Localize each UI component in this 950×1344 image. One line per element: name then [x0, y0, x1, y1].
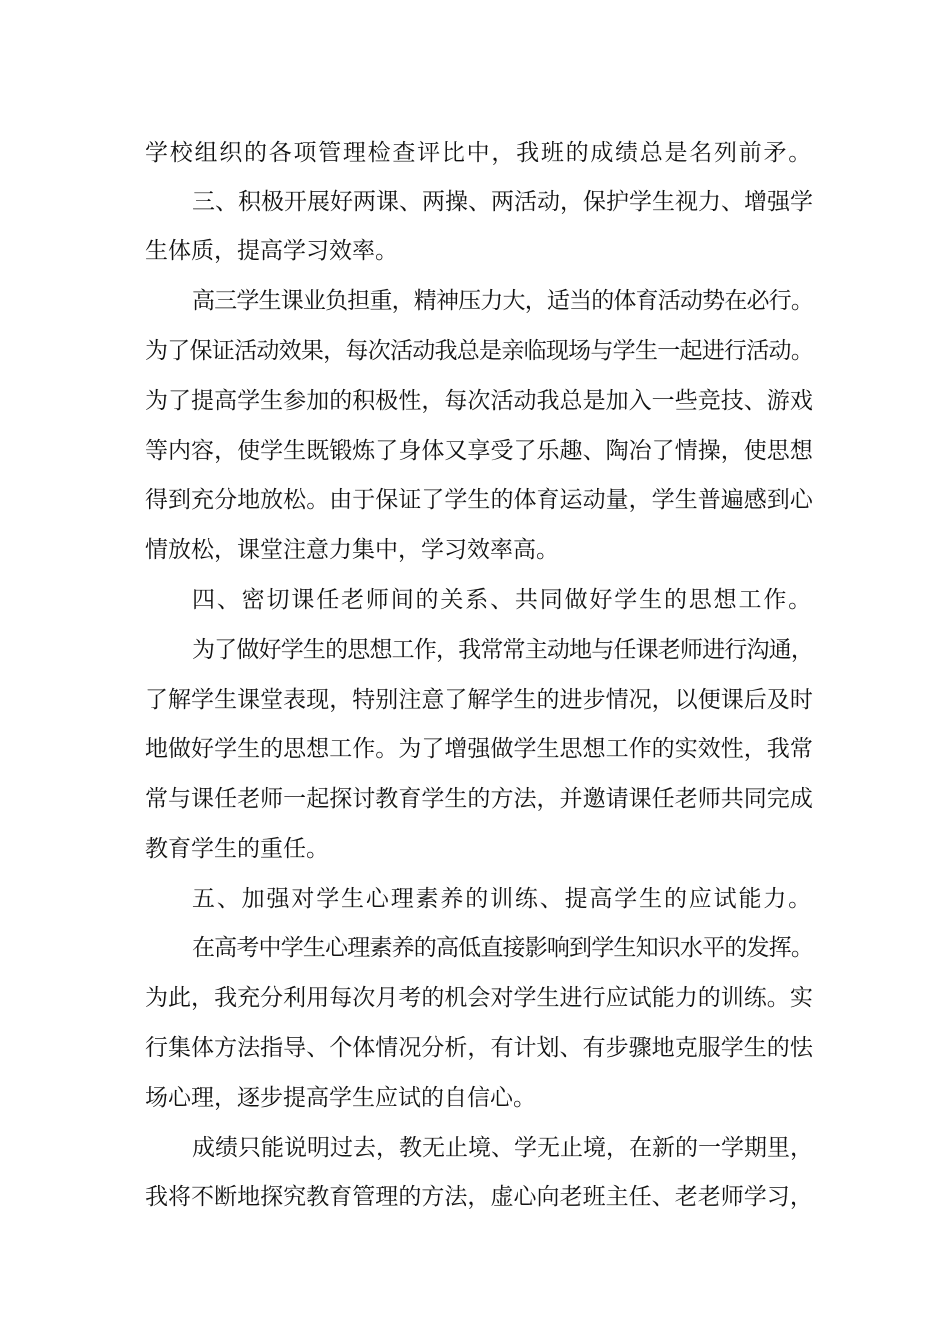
text-line	[0, 333, 950, 369]
section-heading-line	[0, 881, 950, 917]
section-heading-4: 四、密切课任老师间的关系、共同做好学生的思想工作。	[192, 587, 813, 613]
text-line-content: 生体质，提高学习效率。	[145, 238, 398, 264]
text-line-content: 情放松，课堂注意力集中，学习效率高。	[145, 537, 559, 563]
text-line	[0, 781, 950, 817]
text-line-content: 常与课任老师一起探讨教育学生的方法，并邀请课任老师共同完成	[145, 786, 813, 812]
text-line-content: 为此，我充分利用每次月考的机会对学生进行应试能力的训练。实	[145, 985, 813, 1011]
text-line-content: 高三学生课业负担重，精神压力大，适当的体育活动势在必行。	[192, 288, 814, 314]
text-line	[0, 682, 950, 718]
text-line-content: 为了提高学生参加的积极性，每次活动我总是加入一些竞技、游戏	[145, 388, 813, 414]
text-line-content: 地做好学生的思想工作。为了增强做学生思想工作的实效性，我常	[145, 736, 813, 762]
text-line-content: 了解学生课堂表现，特别注意了解学生的进步情况，以便课后及时	[145, 687, 813, 713]
text-line	[0, 383, 950, 419]
text-line	[0, 532, 950, 568]
text-line-content: 为了做好学生的思想工作，我常常主动地与任课老师进行沟通，	[192, 637, 814, 663]
text-line	[0, 1030, 950, 1066]
paragraph-first-line	[0, 930, 950, 966]
section-heading-line	[0, 184, 950, 220]
text-line	[0, 233, 950, 269]
text-line-content: 我将不断地探究教育管理的方法，虚心向老班主任、老老师学习，	[145, 1184, 813, 1210]
text-line	[0, 980, 950, 1016]
text-line-content: 等内容，使学生既锻炼了身体又享受了乐趣、陶冶了情操，使思想	[145, 438, 813, 464]
text-line-content: 得到充分地放松。由于保证了学生的体育运动量，学生普遍感到心	[145, 487, 813, 513]
paragraph-first-line	[0, 632, 950, 668]
text-line	[0, 482, 950, 518]
section-heading-5: 五、加强对学生心理素养的训练、提高学生的应试能力。	[192, 886, 813, 912]
section-heading-line	[0, 582, 950, 618]
paragraph-first-line	[0, 1130, 950, 1166]
text-line	[0, 731, 950, 767]
section-heading-3: 三、积极开展好两课、两操、两活动，保护学生视力、增强学	[192, 189, 813, 215]
paragraph-first-line	[0, 283, 950, 319]
text-line-content: 行集体方法指导、个体情况分析，有计划、有步骤地克服学生的怯	[145, 1035, 813, 1061]
text-line-content: 为了保证活动效果，每次活动我总是亲临现场与学生一起进行活动。	[145, 338, 814, 364]
text-line	[0, 1179, 950, 1215]
text-line	[0, 1080, 950, 1116]
text-line-content: 学校组织的各项管理检查评比中，我班的成绩总是名列前矛。	[145, 140, 813, 166]
text-line-content: 在高考中学生心理素养的高低直接影响到学生知识水平的发挥。	[192, 935, 814, 961]
text-line-content: 教育学生的重任。	[145, 836, 329, 862]
text-line-content: 场心理，逐步提高学生应试的自信心。	[145, 1085, 536, 1111]
text-line	[0, 135, 950, 171]
text-line	[0, 831, 950, 867]
text-line	[0, 433, 950, 469]
text-line-content: 成绩只能说明过去，教无止境、学无止境，在新的一学期里，	[192, 1135, 813, 1161]
